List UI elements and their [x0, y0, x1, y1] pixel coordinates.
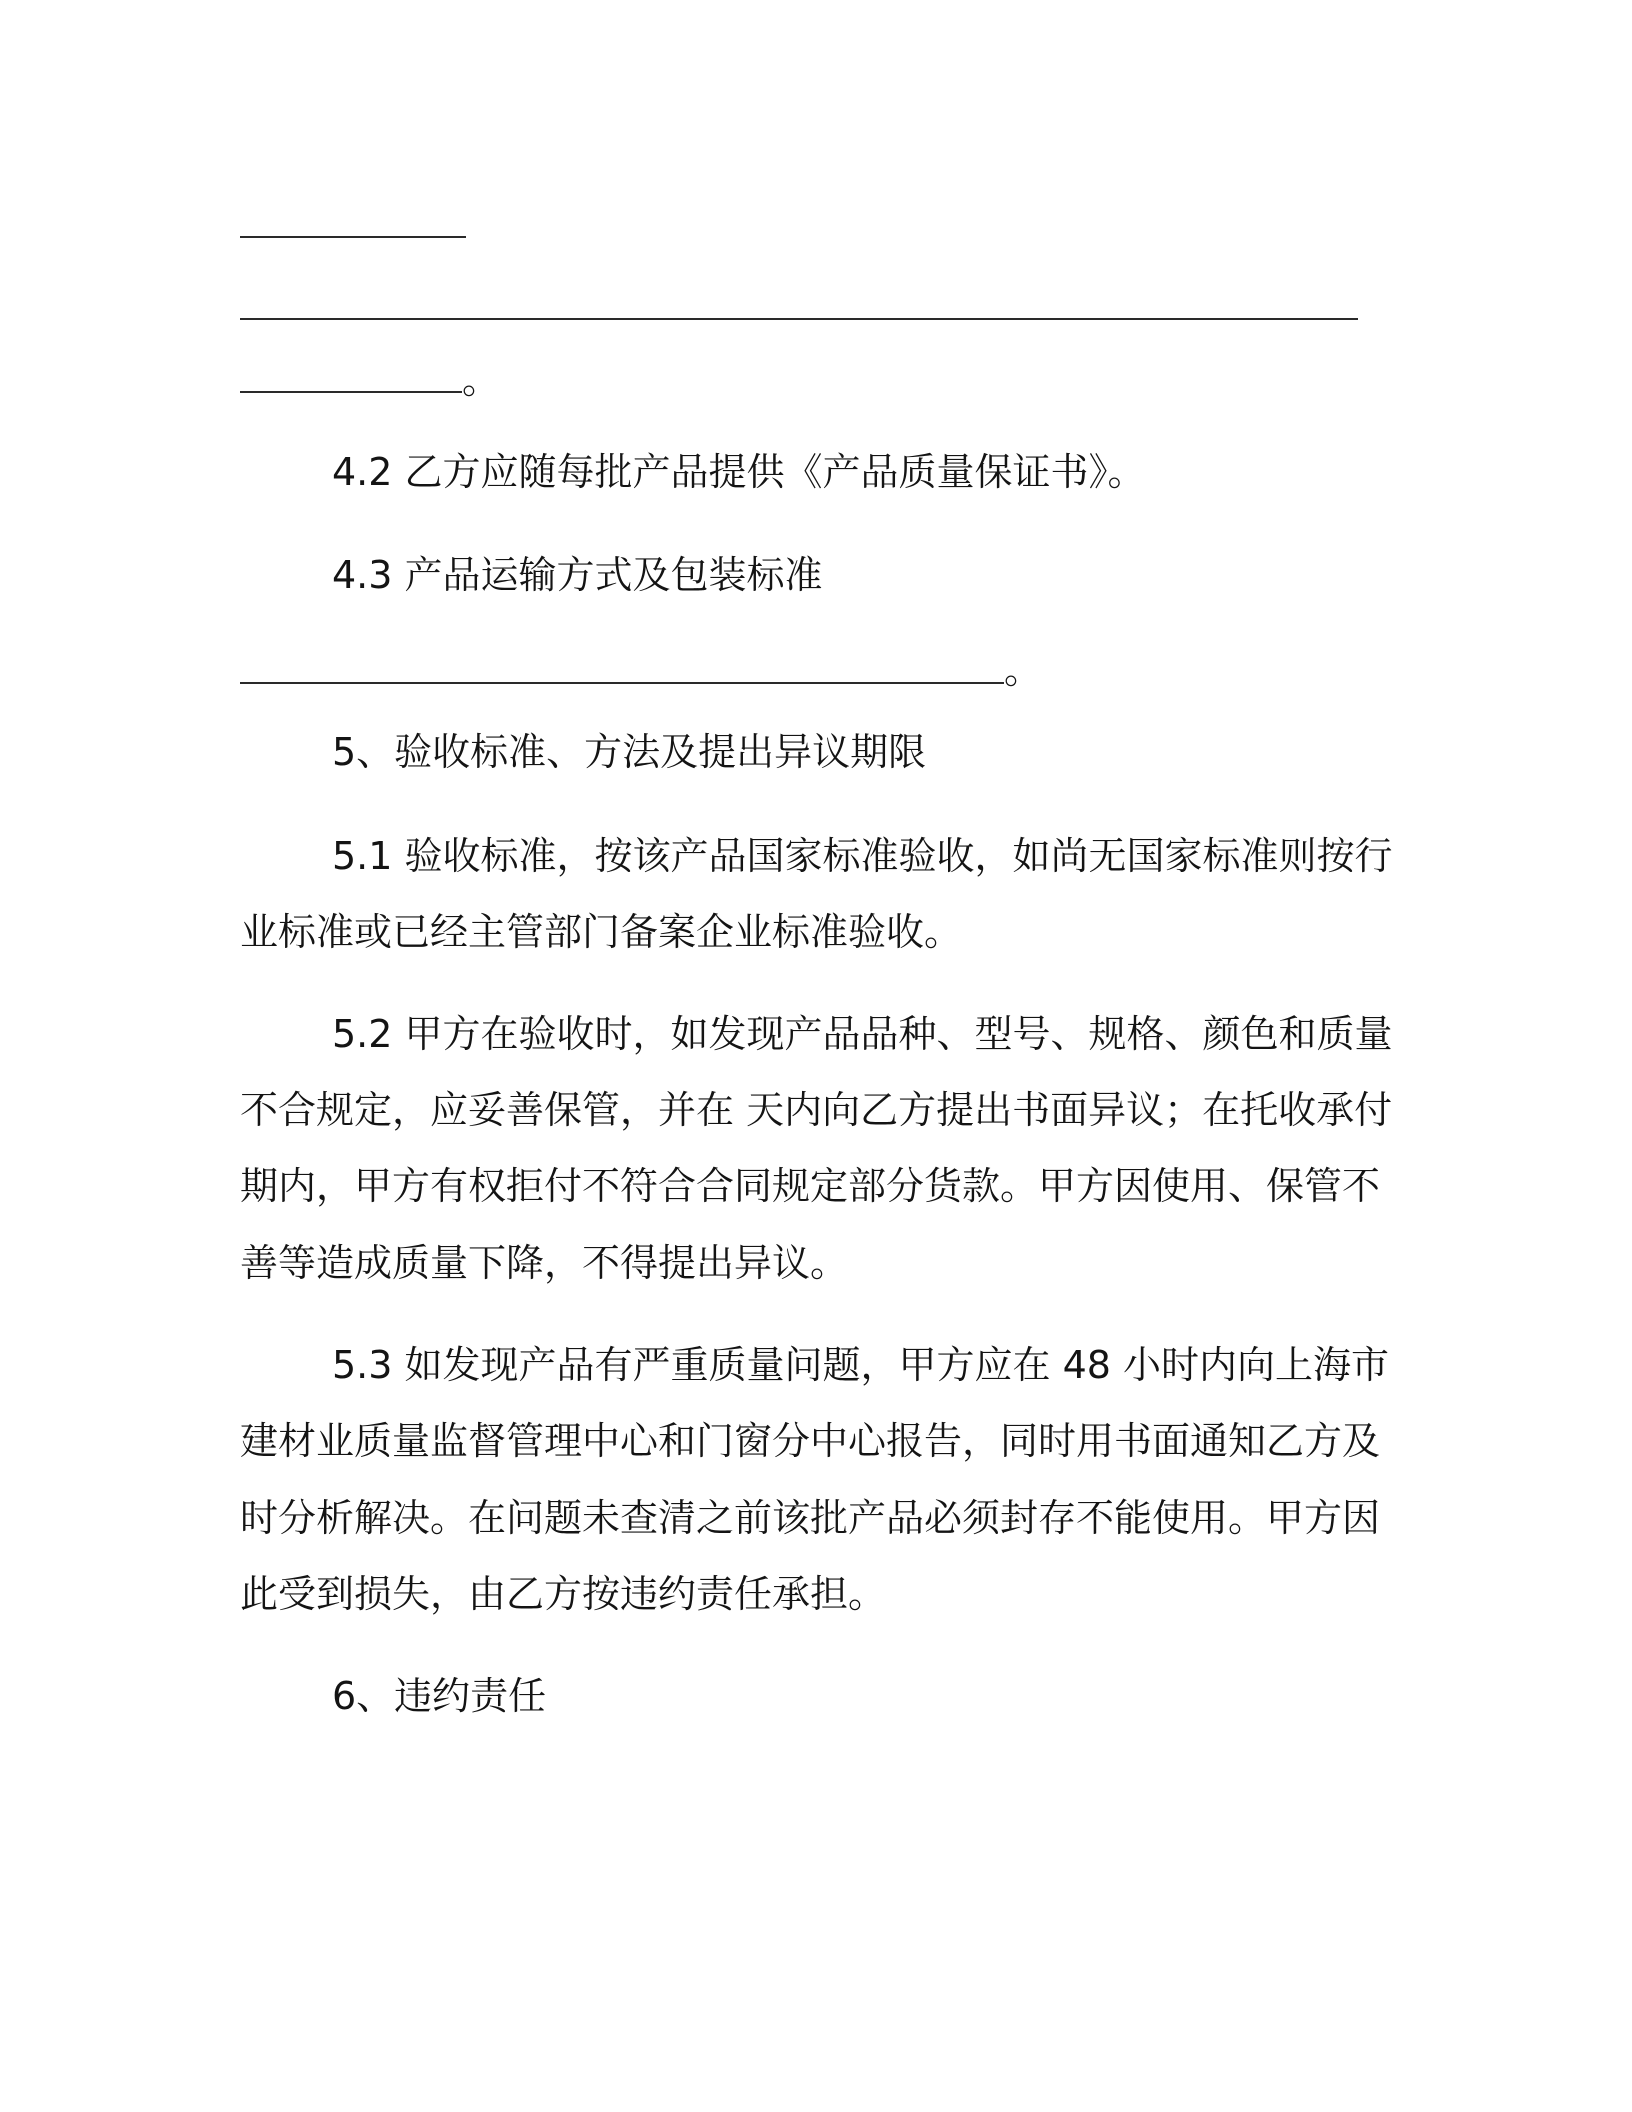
period-mark: 。 — [1004, 648, 1043, 692]
clause-5-3-line: 建材业质量监督管理中心和门窗分中心报告，同时用书面通知乙方及 — [240, 1419, 1381, 1463]
section-6-heading: 6、违约责任 — [332, 1674, 547, 1718]
section-5-heading: 5、验收标准、方法及提出异议期限 — [332, 730, 927, 774]
clause-5-1-line: 业标准或已经主管部门备案企业标准验收。 — [240, 910, 963, 954]
clause-5-1-line: 5.1 验收标准，按该产品国家标准验收，如尚无国家标准则按行 — [332, 834, 1393, 878]
fill-in-blank-line — [240, 682, 1004, 684]
clause-4-2: 4.2 乙方应随每批产品提供《产品质量保证书》。 — [332, 450, 1146, 494]
fill-in-blank-line — [240, 391, 462, 393]
fill-in-blank-line — [240, 236, 466, 238]
clause-5-3-line: 此受到损失，由乙方按违约责任承担。 — [240, 1572, 887, 1616]
clause-4-3: 4.3 产品运输方式及包装标准 — [332, 553, 823, 597]
clause-5-2-line: 不合规定，应妥善保管，并在 天内向乙方提出书面异议；在托收承付 — [240, 1088, 1393, 1132]
period-mark: 。 — [462, 358, 501, 402]
clause-5-2-line: 善等造成质量下降，不得提出异议。 — [240, 1241, 849, 1285]
clause-5-3-line: 时分析解决。在问题未查清之前该批产品必须封存不能使用。甲方因 — [240, 1496, 1381, 1540]
fill-in-blank-line — [240, 318, 1358, 320]
clause-5-2-line: 5.2 甲方在验收时，如发现产品品种、型号、规格、颜色和质量 — [332, 1012, 1393, 1056]
clause-5-2-line: 期内，甲方有权拒付不符合合同规定部分货款。甲方因使用、保管不 — [240, 1164, 1381, 1208]
clause-5-3-line: 5.3 如发现产品有严重质量问题，甲方应在 48 小时内向上海市 — [332, 1343, 1390, 1387]
